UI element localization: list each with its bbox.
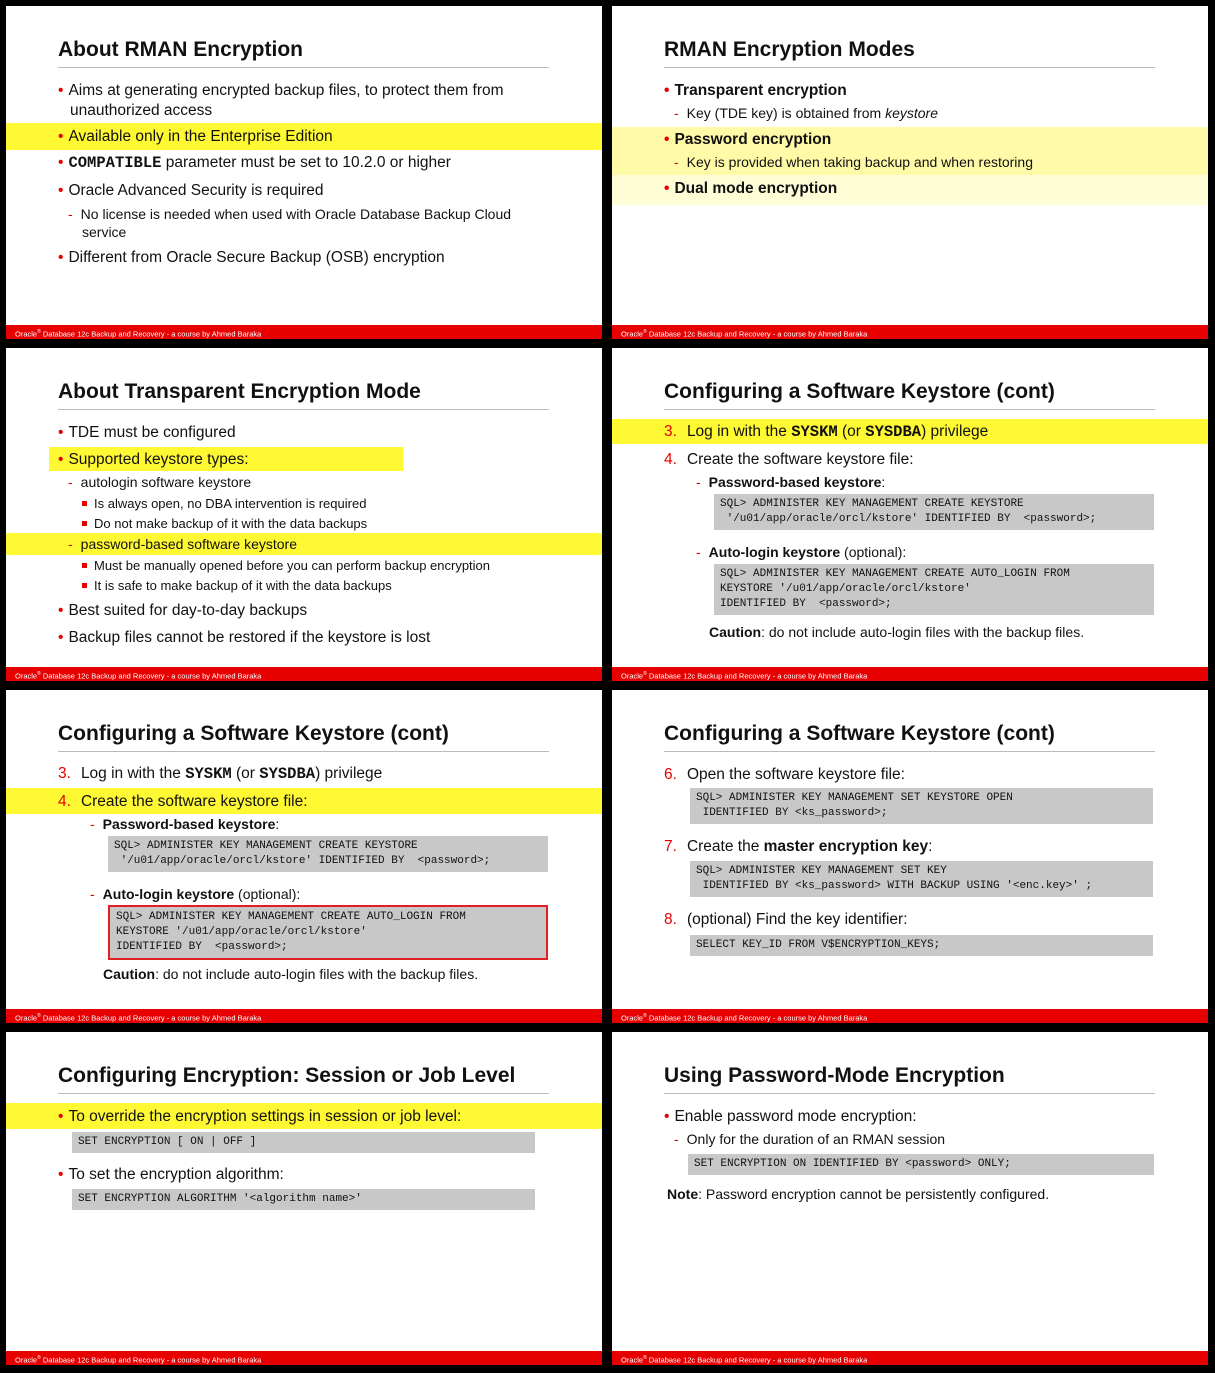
bullet: • TDE must be configured [58,424,236,441]
slide-title: About RMAN Encryption [58,38,303,61]
title-rule [664,67,1155,68]
sql-code-block: SQL> ADMINISTER KEY MANAGEMENT CREATE KEYSTORE '/u01/app/oracle/orcl/kstore' IDENTIFIED BY <password>; [108,836,548,872]
step-3: 3. Log in with the SYSKM (or SYSDBA) privilege [58,765,383,783]
sub-bullet-highlighted: - password-based software keystore [68,536,297,552]
footer-bar: Oracle® Database 12c Backup and Recovery - a course by Ahmed Baraka [6,325,602,339]
step-7: 7. Create the master encryption key: [664,838,933,855]
slide-title: Configuring a Software Keystore (cont) [664,380,1055,403]
footer-bar: Oracle® Database 12c Backup and Recovery - a course by Ahmed Baraka [6,667,602,681]
bullet-highlighted: • Supported keystore types: [58,451,249,468]
bullet: • Oracle Advanced Security is required [58,182,324,199]
title-rule [58,409,549,410]
caution-note: Caution: do not include auto-login files with the backup files. [103,966,479,982]
bullet: • Different from Oracle Secure Backup (OSB) encryption [58,249,445,266]
bullet-continuation: unauthorized access [70,102,213,119]
slide-configuring-encryption-session [6,1032,602,1365]
level3-bullet: Is always open, no DBA intervention is required [82,496,366,511]
slide-password-mode-encryption [612,1032,1208,1365]
rman-code-block: SET ENCRYPTION ALGORITHM '<algorithm name>' [72,1189,535,1210]
slide-title: Using Password-Mode Encryption [664,1064,1005,1087]
sub-bullet: - autologin software keystore [68,474,252,490]
title-rule [58,751,549,752]
level3-bullet: It is safe to make backup of it with the data backups [82,578,392,593]
footer-bar: Oracle® Database 12c Backup and Recovery - a course by Ahmed Baraka [612,1351,1208,1365]
bullet-highlighted: • Available only in the Enterprise Edition [58,128,333,145]
title-rule [664,409,1155,410]
footer-bar: Oracle® Database 12c Backup and Recovery - a course by Ahmed Baraka [6,1009,602,1023]
sql-code-block: SQL> ADMINISTER KEY MANAGEMENT CREATE AUTO_LOGIN FROM KEYSTORE '/u01/app/oracle/orcl/kstore' IDENTIFIED BY <password>; [714,564,1154,615]
bullet: • Backup files cannot be restored if the keystore is lost [58,629,431,646]
footer-bar: Oracle® Database 12c Backup and Recovery - a course by Ahmed Baraka [612,667,1208,681]
sql-code-block: SQL> ADMINISTER KEY MANAGEMENT CREATE KEYSTORE '/u01/app/oracle/orcl/kstore' IDENTIFIED BY <password>; [714,494,1154,530]
step-6: 6. Open the software keystore file: [664,766,905,783]
footer-bar: Oracle® Database 12c Backup and Recovery - a course by Ahmed Baraka [612,1009,1208,1023]
bullet: • Aims at generating encrypted backup files, to protect them from [58,82,504,99]
sub-bullet: - No license is needed when used with Oracle Database Backup Cloud [68,206,512,222]
level3-bullet: Do not make backup of it with the data backups [82,516,367,531]
sql-code-block: SELECT KEY_ID FROM V$ENCRYPTION_KEYS; [690,935,1153,956]
sql-code-block: SQL> ADMINISTER KEY MANAGEMENT SET KEYSTORE OPEN IDENTIFIED BY <ks_password>; [690,788,1153,824]
bullet: • To set the encryption algorithm: [58,1166,284,1183]
slide-configuring-keystore-a [612,348,1208,681]
sub-step: - Password-based keystore: [696,474,886,490]
sub-bullet: - Key is provided when taking backup and when restoring [674,154,1033,170]
bullet-highlighted: • To override the encryption settings in session or job level: [58,1108,462,1125]
sub-bullet-continuation: service [82,224,127,240]
sub-bullet: - Only for the duration of an RMAN session [674,1131,946,1147]
slide-configuring-keystore-b [6,690,602,1023]
bullet: • COMPATIBLE parameter must be set to 10.2.0 or higher [58,154,451,172]
title-rule [58,67,549,68]
level3-bullet: Must be manually opened before you can perform backup encryption [82,558,490,573]
rman-code-block: SET ENCRYPTION [ ON | OFF ] [72,1132,535,1153]
slide-configuring-keystore-c [612,690,1208,1023]
slide-title: Configuring a Software Keystore (cont) [664,722,1055,745]
rman-code-block: SET ENCRYPTION ON IDENTIFIED BY <password> ONLY; [688,1154,1154,1175]
slide-about-transparent-encryption [6,348,602,681]
slide-title: Configuring a Software Keystore (cont) [58,722,449,745]
slide-rman-encryption-modes [612,6,1208,339]
step-3: 3. Log in with the SYSKM (or SYSDBA) privilege [664,423,989,441]
bullet: • Dual mode encryption [664,180,838,197]
slide-title: RMAN Encryption Modes [664,38,915,61]
title-rule [664,751,1155,752]
step-8: 8. (optional) Find the key identifier: [664,911,908,928]
bullet: • Enable password mode encryption: [664,1108,917,1125]
sub-step: - Auto-login keystore (optional): [696,544,907,560]
caution-note: Caution: do not include auto-login files with the backup files. [709,624,1085,640]
sub-step: - Password-based keystore: [90,816,280,832]
bullet-highlighted: • Password encryption [664,131,832,148]
slide-about-rman-encryption [6,6,602,339]
step-4-highlighted: 4. Create the software keystore file: [58,793,308,810]
title-rule [664,1093,1155,1094]
slide-title: Configuring Encryption: Session or Job Level [58,1064,516,1087]
footer-bar: Oracle® Database 12c Backup and Recovery - a course by Ahmed Baraka [612,325,1208,339]
title-rule [58,1093,549,1094]
slide-title: About Transparent Encryption Mode [58,380,421,403]
sub-step: - Auto-login keystore (optional): [90,886,301,902]
sub-bullet: - Key (TDE key) is obtained from keystore [674,105,938,121]
footer-bar: Oracle® Database 12c Backup and Recovery - a course by Ahmed Baraka [6,1351,602,1365]
note: Note: Password encryption cannot be persistently configured. [667,1186,1050,1202]
sql-code-block-outlined: SQL> ADMINISTER KEY MANAGEMENT CREATE AUTO_LOGIN FROM KEYSTORE '/u01/app/oracle/orcl/kstore' IDENTIFIED BY <password>; [108,905,548,960]
step-4: 4. Create the software keystore file: [664,451,914,468]
bullet: • Transparent encryption [664,82,847,99]
sql-code-block: SQL> ADMINISTER KEY MANAGEMENT SET KEY IDENTIFIED BY <ks_password> WITH BACKUP USING '<enc.key>' ; [690,861,1153,897]
bullet: • Best suited for day-to-day backups [58,602,308,619]
